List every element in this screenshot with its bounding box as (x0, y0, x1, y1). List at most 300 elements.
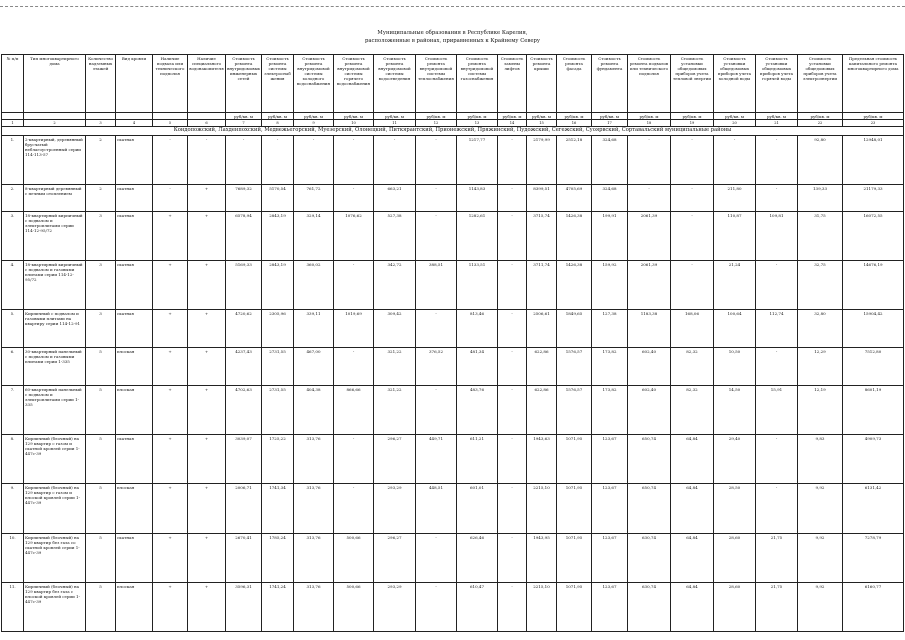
value-cell: 127,38 (592, 310, 628, 348)
value-cell: скатная (116, 261, 153, 310)
value-cell: 293,29 (374, 484, 416, 533)
house-type-cell: Кирпичный (блочный) на 129 квартир без газа со скатной кровлей серии 1-447c-39 (24, 533, 86, 582)
value-cell: 2 (86, 185, 116, 212)
value-cell: 12,29 (798, 348, 843, 386)
value-cell: + (153, 211, 188, 260)
column-number: 14 (498, 120, 527, 127)
column-number: 17 (592, 120, 628, 127)
value-cell: 112,74 (756, 310, 798, 348)
value-cell: 1741,34 (262, 484, 294, 533)
value-cell: 4909,73 (843, 435, 904, 484)
value-cell: 626,46 (457, 533, 498, 582)
value-cell: + (153, 261, 188, 310)
column-header-7: Стоимость ремонта внутридомовых инженерных сетей (226, 55, 262, 113)
column-header-21: Стоимость установки общедомовых приборов учета горячей воды (756, 55, 798, 113)
value-cell: 21179,33 (843, 185, 904, 212)
value-cell: - (756, 484, 798, 533)
value-cell: 82,32 (671, 386, 714, 435)
value-cell: 100,64 (714, 310, 756, 348)
column-header-8: Стоимость ремонта системы электроснабжения (262, 55, 294, 113)
value-cell: 7689,32 (226, 185, 262, 212)
value-cell: 1576,57 (557, 348, 592, 386)
unit-cell (188, 113, 226, 120)
unit-cell: руб/кв. м (374, 113, 416, 120)
value-cell: 8399,51 (527, 185, 557, 212)
header-row (2, 55, 904, 113)
value-cell: - (334, 185, 374, 212)
row-number-cell: 9. (2, 484, 24, 533)
value-cell: 2179,99 (527, 136, 557, 185)
value-cell: 14676,19 (843, 261, 904, 310)
value-cell: 324,68 (592, 136, 628, 185)
unit-cell: руб/кв. м (226, 113, 262, 120)
column-number: 11 (374, 120, 416, 127)
column-header-11: Стоимость ремонта внутридомовой системы водоотведения (374, 55, 416, 113)
value-cell: - (416, 136, 457, 185)
value-cell: 32,75 (798, 261, 843, 310)
document-title-line2: расположенные в районах, приравненных к Крайнему Северу (364, 38, 541, 44)
value-cell: 467,00 (294, 348, 334, 386)
house-type-cell: Кирпичный с подвалом и газовыми плитами на квартиру серии 114-12-91 (24, 310, 86, 348)
value-cell: 82,32 (671, 348, 714, 386)
value-cell: 630,74 (628, 533, 671, 582)
column-number: 18 (628, 120, 671, 127)
value-cell: + (188, 261, 226, 310)
value-cell: 610,47 (457, 582, 498, 631)
value-cell: 602,40 (628, 348, 671, 386)
value-cell: 2 (86, 136, 116, 185)
value-cell: 1019,69 (334, 310, 374, 348)
column-header-12: Стоимость ремонта внутридомовой системы теплоснабжения (416, 55, 457, 113)
row-number-cell: 4. (2, 261, 24, 310)
column-header-6: Наличие специального водонакопителя (188, 55, 226, 113)
value-cell: 2061,39 (628, 261, 671, 310)
value-cell: 1071,95 (557, 484, 592, 533)
value-cell: 866,66 (334, 386, 374, 435)
unit-cell (24, 113, 86, 120)
unit-cell: руб/кв. м (843, 113, 904, 120)
value-cell: 3 (86, 211, 116, 260)
value-cell: - (498, 348, 527, 386)
value-cell: 3715,74 (527, 211, 557, 260)
table-row (2, 310, 904, 348)
value-cell: 313,76 (294, 533, 334, 582)
value-cell: 1725,22 (262, 435, 294, 484)
value-cell: 483,76 (457, 386, 498, 435)
value-cell: 64,84 (671, 435, 714, 484)
value-cell: 813,46 (457, 310, 498, 348)
value-cell: 28,60 (714, 533, 756, 582)
table-row (2, 136, 904, 185)
unit-cell: руб/кв. м (592, 113, 628, 120)
value-cell: 4237,43 (226, 348, 262, 386)
value-cell: 64,84 (671, 533, 714, 582)
row-number-cell: 8. (2, 435, 24, 484)
row-number-cell: 7. (2, 386, 24, 435)
unit-cell: руб/кв. м (262, 113, 294, 120)
value-cell: + (153, 348, 188, 386)
value-cell: 1785,24 (262, 533, 294, 582)
value-cell: 6578,94 (226, 211, 262, 260)
value-cell: 29,40 (714, 435, 756, 484)
unit-cell (153, 113, 188, 120)
value-cell: 650,74 (628, 484, 671, 533)
value-cell: + (188, 310, 226, 348)
value-cell: - (498, 435, 527, 484)
value-cell: + (188, 211, 226, 260)
column-header-19: Стоимость установки общедомовых приборов учета тепловой энергии (671, 55, 714, 113)
value-cell: 1071,95 (557, 533, 592, 582)
value-cell: 1071,95 (557, 582, 592, 631)
column-header-4: Вид кровли (116, 55, 153, 113)
value-cell: плоская (116, 582, 153, 631)
table-row (2, 484, 904, 533)
table-row (2, 582, 904, 631)
value-cell: 329,14 (294, 211, 334, 260)
house-type-cell: 30-квартирный панельный с подвалом и газовыми плитами серии 1-335 (24, 348, 86, 386)
value-cell: 1741,24 (262, 582, 294, 631)
unit-cell (86, 113, 116, 120)
unit-cell: руб/кв. м (798, 113, 843, 120)
value-cell: 3 (86, 261, 116, 310)
value-cell: 296,27 (374, 435, 416, 484)
value-cell: 630,74 (628, 582, 671, 631)
house-type-cell: Кирпичный (блочный) на 129 квартир с газом и плоской кровлей серии 1-447c-39 (24, 484, 86, 533)
value-cell: 21,75 (756, 582, 798, 631)
row-number-cell: 10. (2, 533, 24, 582)
value-cell: 31,75 (798, 211, 843, 260)
value-cell: 293,29 (374, 582, 416, 631)
value-cell: 1943,63 (527, 435, 557, 484)
column-number-row (2, 120, 904, 127)
column-number: 3 (86, 120, 116, 127)
value-cell: 2215,10 (527, 582, 557, 631)
value-cell: 123,67 (592, 484, 628, 533)
value-cell: 199,91 (592, 211, 628, 260)
value-cell: 123,67 (592, 435, 628, 484)
unit-cell (116, 113, 153, 120)
house-type-cell: Кирпичный (блочный) на 129 квартир с газом и скатной кровлей серии 1-447c-39 (24, 435, 86, 484)
value-cell: 139,33 (798, 185, 843, 212)
value-cell: 1133,51 (457, 261, 498, 310)
value-cell: - (671, 211, 714, 260)
column-header-15: Стоимость ремонта крыши (527, 55, 557, 113)
value-cell: 32,80 (798, 310, 843, 348)
value-cell: + (153, 533, 188, 582)
value-cell: - (334, 484, 374, 533)
value-cell: 663,21 (374, 185, 416, 212)
value-cell: 9,92 (798, 533, 843, 582)
value-cell: - (374, 136, 416, 185)
row-number-cell: 1. (2, 136, 24, 185)
column-number: 15 (527, 120, 557, 127)
value-cell: плоская (116, 484, 153, 533)
value-cell: 2305,96 (262, 310, 294, 348)
value-cell: + (188, 348, 226, 386)
value-cell: - (416, 533, 457, 582)
unit-cell: руб/кв. м (714, 113, 756, 120)
value-cell: 15904,42 (843, 310, 904, 348)
column-number: 5 (153, 120, 188, 127)
value-cell: 109,81 (756, 211, 798, 260)
value-cell: - (498, 185, 527, 212)
value-cell: 64,84 (671, 582, 714, 631)
value-cell: - (416, 582, 457, 631)
value-cell: 1282,61 (457, 211, 498, 260)
value-cell: - (498, 386, 527, 435)
unit-cell: руб/кв. м (628, 113, 671, 120)
column-number: 1 (2, 120, 24, 127)
value-cell: - (671, 185, 714, 212)
table-row (2, 348, 904, 386)
value-cell: 1576,57 (557, 386, 592, 435)
column-number: 21 (756, 120, 798, 127)
value-cell: скатная (116, 185, 153, 212)
value-cell: 309,42 (374, 310, 416, 348)
value-cell: - (226, 136, 262, 185)
value-cell: 376,52 (416, 348, 457, 386)
value-cell: - (756, 185, 798, 212)
value-cell: 8601,19 (843, 386, 904, 435)
value-cell: 324,68 (592, 185, 628, 212)
value-cell: 360,02 (294, 261, 334, 310)
value-cell: 313,76 (294, 582, 334, 631)
value-cell: 21,75 (756, 533, 798, 582)
value-cell: 1183,38 (628, 310, 671, 348)
value-cell: - (498, 310, 527, 348)
value-cell: скатная (116, 310, 153, 348)
table-row (2, 533, 904, 582)
value-cell: 159,92 (592, 261, 628, 310)
value-cell: + (153, 582, 188, 631)
value-cell: 110,87 (714, 211, 756, 260)
value-cell: 1076,62 (334, 211, 374, 260)
value-cell: 481,34 (457, 348, 498, 386)
value-cell: 622,86 (527, 386, 557, 435)
table-row (2, 185, 904, 212)
column-header-3: Количество надземных этажей (86, 55, 116, 113)
house-type-cell: 2-квартирный, деревянный брусчатый неблагоустроенный серии 114-113-57 (24, 136, 86, 185)
column-header-10: Стоимость ремонта внутридомовой системы горячего водоснабжения (334, 55, 374, 113)
value-cell: - (294, 136, 334, 185)
value-cell: 14,50 (714, 386, 756, 435)
value-cell: 7512,80 (843, 348, 904, 386)
column-number: 22 (798, 120, 843, 127)
row-number-cell: 6. (2, 348, 24, 386)
value-cell: 611,21 (457, 435, 498, 484)
value-cell: - (628, 136, 671, 185)
column-number: 6 (188, 120, 226, 127)
column-number: 19 (671, 120, 714, 127)
value-cell: + (153, 386, 188, 435)
value-cell: 342,72 (374, 261, 416, 310)
house-type-cell: 18-квартирный кирпичный с подвалом и газовыми плитами серии 114-12-95/72 (24, 261, 86, 310)
value-cell: 2506,61 (527, 310, 557, 348)
value-cell: 2731,55 (262, 348, 294, 386)
value-cell: - (756, 261, 798, 310)
house-type-cell: 8-квартирный деревянный с печным отоплением (24, 185, 86, 212)
value-cell: - (756, 435, 798, 484)
value-cell: 321,22 (374, 348, 416, 386)
value-cell: 449,71 (416, 435, 457, 484)
house-type-cell: Кирпичный (блочный) на 129 квартир без газа с плоской кровлей серии 1-447c-39 (24, 582, 86, 631)
value-cell: 3596,31 (226, 582, 262, 631)
value-cell: 500,66 (334, 533, 374, 582)
unit-cell: руб/кв. м (671, 113, 714, 120)
value-cell: 527,38 (374, 211, 416, 260)
column-header-9: Стоимость ремонта внутридомовой системы холодного водоснабжения (294, 55, 334, 113)
value-cell: 21,24 (714, 261, 756, 310)
value-cell: 5170,54 (262, 185, 294, 212)
value-cell: - (153, 136, 188, 185)
value-cell: 123,67 (592, 533, 628, 582)
value-cell: 761,72 (294, 185, 334, 212)
column-number: 16 (557, 120, 592, 127)
value-cell: 388,51 (416, 261, 457, 310)
value-cell: 3711,74 (527, 261, 557, 310)
value-cell: 2670,41 (226, 533, 262, 582)
value-cell: 4720,62 (226, 310, 262, 348)
column-header-5: Наличие подвала или технического подполья (153, 55, 188, 113)
value-cell: - (498, 211, 527, 260)
value-cell: - (188, 136, 226, 185)
value-cell: 321,22 (374, 386, 416, 435)
column-header-14: Стоимость замены лифтов (498, 55, 527, 113)
value-cell: 9,92 (798, 582, 843, 631)
value-cell: 2731,55 (262, 386, 294, 435)
value-cell: - (334, 348, 374, 386)
value-cell: 5 (86, 484, 116, 533)
column-number: 7 (226, 120, 262, 127)
value-cell: 9,83 (798, 435, 843, 484)
value-cell: - (498, 261, 527, 310)
table-row (2, 211, 904, 260)
unit-cell (2, 113, 24, 120)
value-cell: 6131,42 (843, 484, 904, 533)
house-type-cell: 60-квартирный панельный с подвалом и электроплитами серии 1-335 (24, 386, 86, 435)
value-cell: 173,82 (592, 348, 628, 386)
column-header-18: Стоимость ремонта подвалов или технического подполья (628, 55, 671, 113)
unit-cell: руб/кв. м (527, 113, 557, 120)
page-edge-rule (0, 6, 905, 7)
value-cell: 16072,55 (843, 211, 904, 260)
value-cell: 1426,38 (557, 261, 592, 310)
value-cell: 92,80 (798, 136, 843, 185)
value-cell: 7278,79 (843, 533, 904, 582)
value-cell: 4702,63 (226, 386, 262, 435)
value-cell: 296,27 (374, 533, 416, 582)
column-header-1: № п/п (2, 55, 24, 113)
house-type-cell: 18-квартирный кирпичный с подвалом и электроплитами серии 114-12-95/72 (24, 211, 86, 260)
column-header-17: Стоимость ремонта фундамента (592, 55, 628, 113)
units-row (2, 113, 904, 120)
value-cell: 3 (86, 310, 116, 348)
value-cell: 5 (86, 582, 116, 631)
column-header-22: Стоимость установки общедомовых приборов учета электроэнергии (798, 55, 843, 113)
table-row (2, 386, 904, 435)
value-cell: - (498, 136, 527, 185)
value-cell: - (628, 185, 671, 212)
column-number: 13 (457, 120, 498, 127)
value-cell: 15,91 (756, 386, 798, 435)
value-cell: 339,11 (294, 310, 334, 348)
row-number-cell: 3. (2, 211, 24, 260)
value-cell: плоская (116, 386, 153, 435)
value-cell: 28,60 (714, 582, 756, 631)
value-cell: 64,84 (671, 484, 714, 533)
unit-cell: руб/кв. м (756, 113, 798, 120)
column-number: 8 (262, 120, 294, 127)
value-cell: - (498, 582, 527, 631)
value-cell: 5 (86, 533, 116, 582)
value-cell: 28,50 (714, 484, 756, 533)
column-number: 10 (334, 120, 374, 127)
column-number: 2 (24, 120, 86, 127)
value-cell: 173,82 (592, 386, 628, 435)
value-cell: 5 (86, 348, 116, 386)
value-cell: 5 (86, 386, 116, 435)
value-cell: 313,76 (294, 484, 334, 533)
value-cell: 1426,38 (557, 211, 592, 260)
row-number-cell: 2. (2, 185, 24, 212)
value-cell: - (416, 185, 457, 212)
value-cell: - (714, 136, 756, 185)
row-number-cell: 11. (2, 582, 24, 631)
column-number: 4 (116, 120, 153, 127)
value-cell: 404,38 (294, 386, 334, 435)
value-cell: скатная (116, 435, 153, 484)
document-title-line1: Муниципальные образования в Республике Карелия, (377, 30, 528, 36)
column-number: 9 (294, 120, 334, 127)
unit-cell: руб/кв. м (457, 113, 498, 120)
value-cell: 4705,69 (557, 185, 592, 212)
value-cell: 1143,83 (457, 185, 498, 212)
table-row (2, 435, 904, 484)
region-label: Кондопожский, Лахденпохский, Медвежьегорский, Муезерский, Олонецкий, Питкярантский, Прионежский, Пряжинский, Пудожский, Сегежский, Суоярвский, Сортавальский муниципальные районы (2, 127, 904, 136)
value-cell: - (416, 310, 457, 348)
column-number: 23 (843, 120, 904, 127)
value-cell: 1943,95 (527, 533, 557, 582)
value-cell: - (334, 136, 374, 185)
value-cell: 650,74 (628, 435, 671, 484)
value-cell: 2512,18 (557, 136, 592, 185)
value-cell: 622,86 (527, 348, 557, 386)
value-cell: 2843,19 (262, 261, 294, 310)
unit-cell: руб/кв. м (557, 113, 592, 120)
value-cell: 12948,01 (843, 136, 904, 185)
value-cell: 602,40 (628, 386, 671, 435)
value-cell: 168,06 (671, 310, 714, 348)
value-cell: + (188, 484, 226, 533)
value-cell: скатная (116, 211, 153, 260)
column-header-16: Стоимость ремонта фасада (557, 55, 592, 113)
value-cell: + (188, 435, 226, 484)
value-cell: - (671, 261, 714, 310)
value-cell: 6160,77 (843, 582, 904, 631)
value-cell: - (153, 185, 188, 212)
column-header-23: Предельная стоимость капитального ремонта многоквартирного дома (843, 55, 904, 113)
value-cell: 313,76 (294, 435, 334, 484)
cost-table (1, 54, 904, 632)
value-cell: - (498, 533, 527, 582)
table-row (2, 261, 904, 310)
value-cell: 9,92 (798, 484, 843, 533)
value-cell: - (334, 261, 374, 310)
value-cell: 1217,77 (457, 136, 498, 185)
value-cell: 10,50 (714, 348, 756, 386)
value-cell: 448,51 (416, 484, 457, 533)
unit-cell: руб/кв. м (294, 113, 334, 120)
